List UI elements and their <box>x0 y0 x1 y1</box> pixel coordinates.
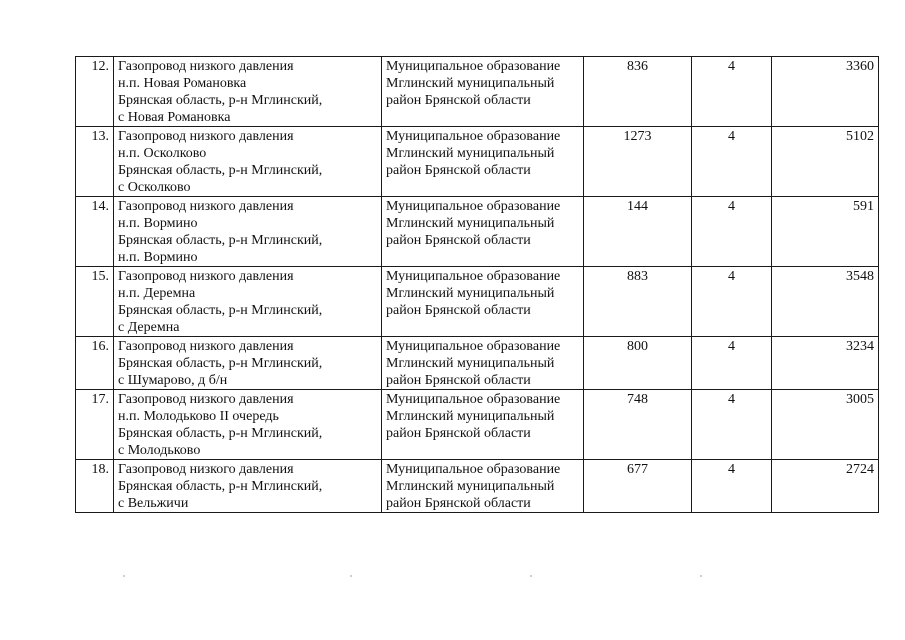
owner-line: Муниципальное образование <box>386 269 561 284</box>
scan-artifact <box>350 575 352 577</box>
object-name-cell <box>114 390 382 460</box>
table-row <box>76 267 879 337</box>
owner-line: Муниципальное образование <box>386 199 561 214</box>
object-name-line: Газопровод низкого давления <box>118 59 294 74</box>
owner-line: Мглинский муниципальный <box>386 356 555 371</box>
owner-line: Муниципальное образование <box>386 129 561 144</box>
length-cell: 883 <box>584 267 692 337</box>
owner-line: Мглинский муниципальный <box>386 146 555 161</box>
scan-artifact <box>700 575 702 577</box>
object-name-line: с Вельжичи <box>118 496 189 511</box>
length-cell: 800 <box>584 337 692 390</box>
total-cell: 2724 <box>772 460 879 513</box>
row-number: 15. <box>76 267 114 337</box>
owner-line: Мглинский муниципальный <box>386 216 555 231</box>
object-name-cell <box>114 460 382 513</box>
object-name-line: Газопровод низкого давления <box>118 199 294 214</box>
table-row <box>76 57 879 127</box>
value-cell: 4 <box>692 390 772 460</box>
owner-line: район Брянской области <box>386 93 531 108</box>
object-name-line: Брянская область, р-н Мглинский, <box>118 233 323 248</box>
object-name-line: Брянская область, р-н Мглинский, <box>118 426 323 441</box>
total-cell: 5102 <box>772 127 879 197</box>
object-name-line: н.п. Вормино <box>118 250 198 265</box>
total-cell: 3005 <box>772 390 879 460</box>
total-cell: 3234 <box>772 337 879 390</box>
table-row <box>76 337 879 390</box>
owner-cell <box>382 337 584 390</box>
object-name-cell <box>114 197 382 267</box>
object-name-line: с Осколково <box>118 180 191 195</box>
scan-artifact <box>123 575 125 577</box>
table-row <box>76 197 879 267</box>
owner-cell <box>382 197 584 267</box>
table-row <box>76 390 879 460</box>
owner-line: район Брянской области <box>386 163 531 178</box>
object-name-line: Газопровод низкого давления <box>118 392 294 407</box>
owner-line: Мглинский муниципальный <box>386 409 555 424</box>
object-name-line: Брянская область, р-н Мглинский, <box>118 93 323 108</box>
owner-line: Мглинский муниципальный <box>386 76 555 91</box>
row-number: 12. <box>76 57 114 127</box>
object-name-cell <box>114 127 382 197</box>
length-cell: 836 <box>584 57 692 127</box>
length-cell: 748 <box>584 390 692 460</box>
object-name-line: Брянская область, р-н Мглинский, <box>118 303 323 318</box>
row-number: 14. <box>76 197 114 267</box>
value-cell: 4 <box>692 337 772 390</box>
value-cell: 4 <box>692 460 772 513</box>
object-name-line: Газопровод низкого давления <box>118 462 294 477</box>
owner-line: район Брянской области <box>386 373 531 388</box>
object-name-line: н.п. Новая Романовка <box>118 76 247 91</box>
owner-cell <box>382 390 584 460</box>
owner-cell <box>382 460 584 513</box>
total-cell: 591 <box>772 197 879 267</box>
value-cell: 4 <box>692 57 772 127</box>
object-name-line: Брянская область, р-н Мглинский, <box>118 163 323 178</box>
table-row <box>76 127 879 197</box>
length-cell: 144 <box>584 197 692 267</box>
owner-line: район Брянской области <box>386 303 531 318</box>
owner-line: Муниципальное образование <box>386 392 561 407</box>
object-name-line: н.п. Деремна <box>118 286 196 301</box>
gas-pipeline-registry-table <box>75 56 879 513</box>
length-cell: 1273 <box>584 127 692 197</box>
owner-line: Муниципальное образование <box>386 59 561 74</box>
object-name-line: с Новая Романовка <box>118 110 231 125</box>
object-name-line: Газопровод низкого давления <box>118 269 294 284</box>
object-name-line: с Шумарово, д б/н <box>118 373 228 388</box>
row-number: 16. <box>76 337 114 390</box>
object-name-line: н.п. Осколково <box>118 146 207 161</box>
owner-cell <box>382 57 584 127</box>
value-cell: 4 <box>692 127 772 197</box>
length-cell: 677 <box>584 460 692 513</box>
object-name-line: н.п. Вормино <box>118 216 198 231</box>
object-name-line: Брянская область, р-н Мглинский, <box>118 356 323 371</box>
owner-line: район Брянской области <box>386 233 531 248</box>
object-name-cell <box>114 337 382 390</box>
value-cell: 4 <box>692 267 772 337</box>
owner-line: Муниципальное образование <box>386 339 561 354</box>
row-number: 17. <box>76 390 114 460</box>
owner-line: район Брянской области <box>386 496 531 511</box>
scan-artifact <box>530 575 532 577</box>
total-cell: 3360 <box>772 57 879 127</box>
table-row <box>76 460 879 513</box>
object-name-line: Газопровод низкого давления <box>118 339 294 354</box>
owner-line: Мглинский муниципальный <box>386 286 555 301</box>
owner-line: район Брянской области <box>386 426 531 441</box>
table-body <box>76 57 879 513</box>
object-name-line: с Деремна <box>118 320 180 335</box>
row-number: 18. <box>76 460 114 513</box>
owner-cell <box>382 127 584 197</box>
object-name-line: Газопровод низкого давления <box>118 129 294 144</box>
object-name-line: с Молодьково <box>118 443 201 458</box>
owner-cell <box>382 267 584 337</box>
total-cell: 3548 <box>772 267 879 337</box>
object-name-cell <box>114 57 382 127</box>
value-cell: 4 <box>692 197 772 267</box>
row-number: 13. <box>76 127 114 197</box>
object-name-cell <box>114 267 382 337</box>
object-name-line: Брянская область, р-н Мглинский, <box>118 479 323 494</box>
object-name-line: н.п. Молодьково II очередь <box>118 409 279 424</box>
owner-line: Муниципальное образование <box>386 462 561 477</box>
owner-line: Мглинский муниципальный <box>386 479 555 494</box>
